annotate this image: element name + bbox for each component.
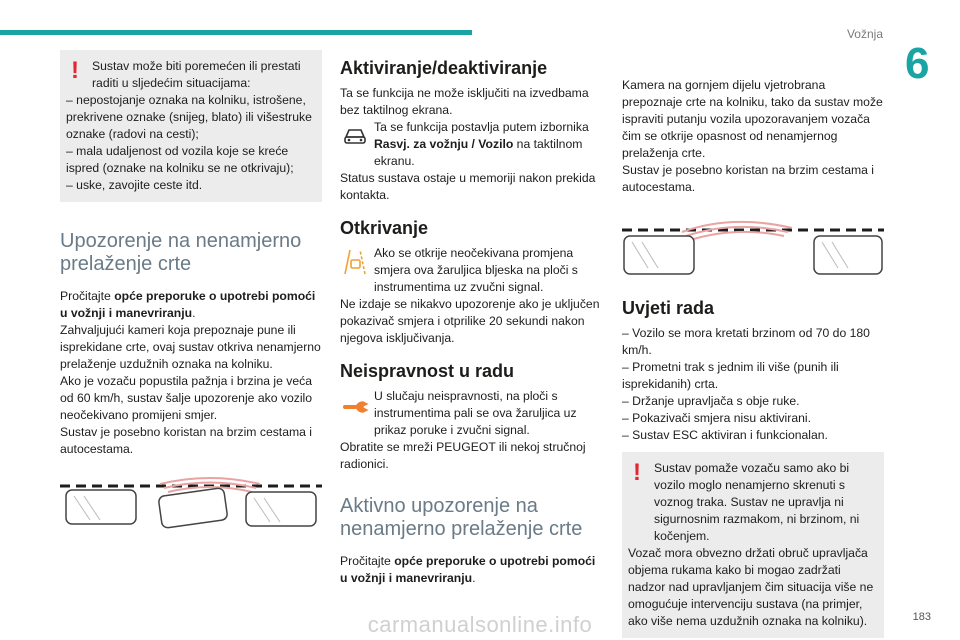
heading-activation: Aktiviranje/deaktiviranje [340, 58, 548, 78]
heading-conditions: Uvjeti rada [622, 298, 715, 318]
column-middle [340, 58, 602, 587]
watermark: carmanualsonline.info [367, 612, 593, 637]
read-recommendations: Pročitajte opće preporuke o upotrebi pomoći u vožnji i manevriranju. [60, 289, 316, 320]
lane-departure-illustration [60, 472, 322, 538]
heading-detection: Otkrivanje [340, 218, 429, 238]
conditions-list [622, 325, 884, 444]
section-title: Vožnja [846, 27, 883, 41]
chapter-number: 6 [905, 39, 930, 88]
column-left [60, 50, 322, 538]
detection-icon-row: Ako se otkrije neočekivana promjena smjera ova žaruljica bljeska na ploči s instrumentima uz zvučni signal. [340, 245, 602, 296]
warning-note [622, 452, 884, 638]
note-text: Sustav pomaže vozaču samo ako bi vozilo moglo nenamjerno skrenuti s voznog traka. Sustav ne upravlja ni sigurnosnim razmakom, ni brzinom, ni kočenjem. [654, 461, 860, 543]
warning-note [60, 50, 322, 202]
list-item: – Vozilo se mora kretati brzinom od 70 do 180 km/h. [622, 326, 870, 357]
note-intro: Sustav može biti poremećen ili prestati raditi u sljedećim situacijama: [92, 59, 301, 90]
fault-text: Obratite se mreži PEUGEOT ili nekoj stručnoj radionici. [340, 440, 586, 471]
car-settings-icon [340, 120, 370, 150]
active-lane-assist-illustration [622, 210, 884, 282]
fault-icon-row: U slučaju neispravnosti, na ploči s instrumentima pali se ova žaruljica uz prikaz poruke i zvučni signal. [340, 388, 602, 439]
camera-text: Kamera na gornjem dijelu vjetrobrana prepoznaje crte na kolniku, tako da sustav može ispraviti putanju vozila upozoravanjem vozača čim se otkrije opasnost od nenamjernog prelaženja crte. [622, 78, 883, 160]
header-accent-bar [0, 30, 472, 35]
list-item: – Prometni trak s jednim ili više (punih ili isprekidanih) crta. [622, 360, 839, 391]
note-item: – mala udaljenost od vozila koje se kreće ispred (oznake na kolniku se ne otkrivaju); [66, 144, 294, 175]
note-text: Vozač mora obvezno držati obruč upravljača objema rukama kako bi mogao zadržati nadzor nad upravljanjem čim situacija više ne omogućuje intervenciju sustava (na primjer, ako više nema uzdužnih oznaka na kolniku). [628, 546, 874, 628]
body-text: Zahvaljujući kameri koja prepoznaje pune ili isprekidane crte, ovaj sustav otkriva nenamjerno prelaženje uzdužnih oznaka na kolniku. [60, 323, 321, 371]
warning-exclamation-icon: ! [633, 459, 641, 486]
heading-active-lane-departure: Aktivno upozorenje na nenamjerno prelaženje crte [340, 495, 583, 540]
column-right [622, 77, 884, 638]
list-item: – Sustav ESC aktiviran i funkcionalan. [622, 428, 828, 442]
note-item: – nepostojanje oznaka na kolniku, istrošene, prekrivene oznake (snijeg, blato) ili višestruke oznake (radovi na cesti); [66, 93, 312, 141]
read-recommendations: Pročitajte opće preporuke o upotrebi pomoći u vožnji i manevriranju. [340, 554, 596, 585]
list-item: – Držanje upravljača s obje ruke. [622, 394, 800, 408]
heading-fault: Neispravnost u radu [340, 361, 515, 381]
activation-icon-row: Ta se funkcija postavlja putem izbornika Rasvj. za vožnju / Vozilo na taktilnom ekranu. [340, 119, 602, 170]
warning-exclamation-icon: ! [71, 57, 79, 84]
lane-departure-warning-icon [340, 246, 370, 276]
list-item: – Pokazivači smjera nisu aktivirani. [622, 411, 811, 425]
wrench-icon [340, 389, 370, 419]
useful-text: Sustav je posebno koristan na brzim cestama i autocestama. [622, 163, 874, 194]
activation-text: Ta se funkcija ne može isključiti na izvedbama bez taktilnog ekrana. [340, 86, 589, 117]
page-number: 183 [912, 611, 931, 623]
activation-status: Status sustava ostaje u memoriji nakon prekida kontakta. [340, 171, 596, 202]
body-text: Ako je vozaču popustila pažnja i brzina je veća od 60 km/h, sustav šalje upozorenje ako vozilo neočekivano promijeni smjer. [60, 374, 313, 422]
note-item: – uske, zavojite ceste itd. [66, 178, 203, 192]
body-text: Sustav je posebno koristan na brzim cestama i autocestama. [60, 425, 312, 456]
heading-lane-departure: Upozorenje na nenamjerno prelaženje crte [60, 230, 302, 275]
detection-text: Ne izdaje se nikakvo upozorenje ako je uključen pokazivač smjera i otprilike 20 sekundi nakon njegova isključivanja. [340, 297, 600, 345]
